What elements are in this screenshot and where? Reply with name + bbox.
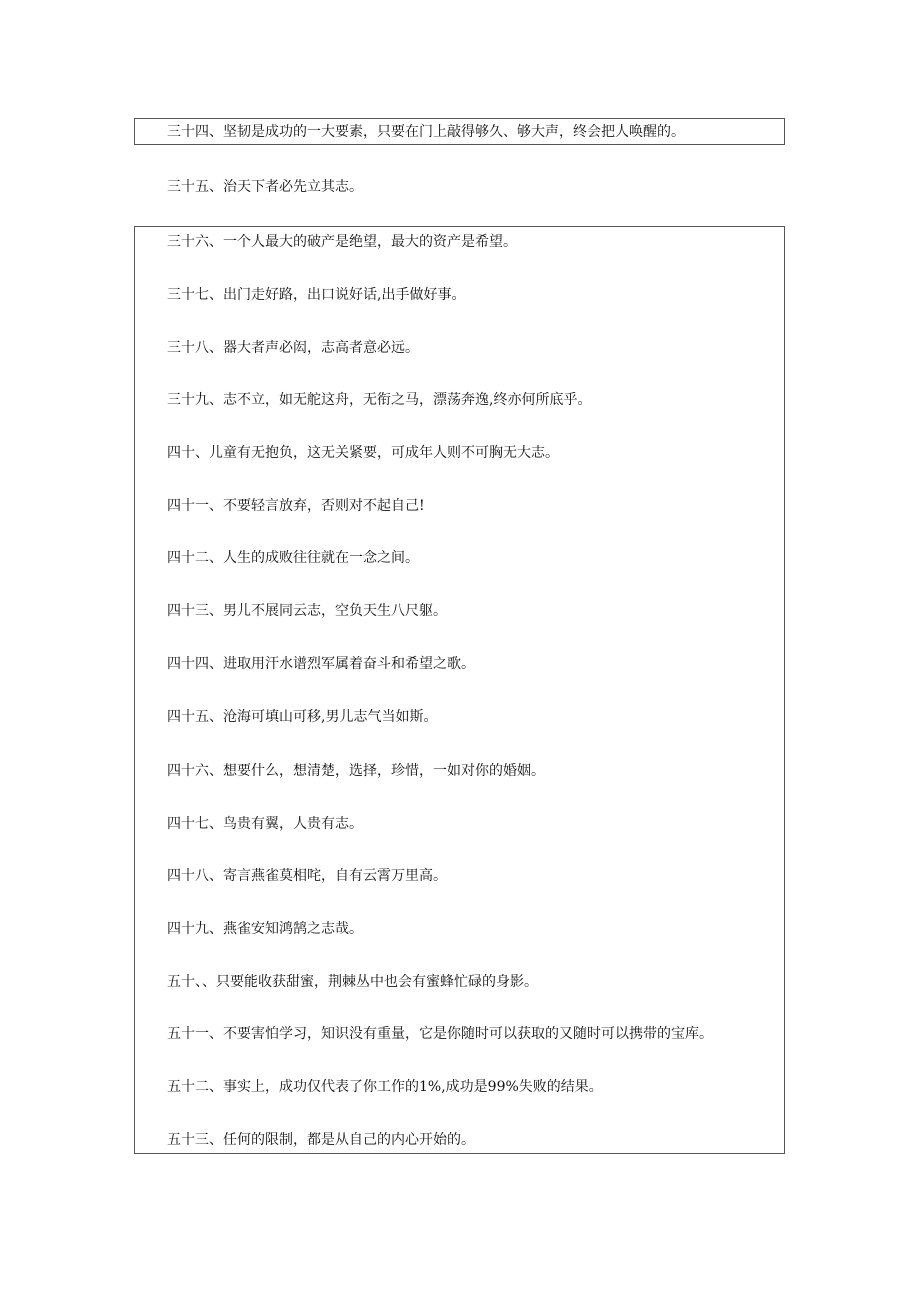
- quote-line: 四十四、进取用汗水谱烈军属着奋斗和希望之歌。: [167, 656, 475, 672]
- quote-line: 三十八、器大者声必闳，志高者意必远。: [167, 340, 419, 356]
- quote-line: 四十八、寄言燕雀莫相咤，自有云霄万里高。: [167, 868, 447, 884]
- quote-line: 三十四、坚韧是成功的一大要素，只要在门上敲得够久、够大声，终会把人唤醒的。: [167, 124, 685, 140]
- quote-line: 四十、儿童有无抱负，这无关紧要，可成年人则不可胸无大志。: [167, 445, 559, 461]
- quote-line: 五十二、事实上，成功仅代表了你工作的1%,成功是99%失败的结果。: [167, 1079, 603, 1095]
- quote-line: 五十三、任何的限制，都是从自己的内心开始的。: [167, 1132, 475, 1148]
- quote-line: 四十五、沧海可填山可移,男儿志气当如斯。: [167, 709, 438, 725]
- quote-line: 四十七、鸟贵有翼，人贵有志。: [167, 816, 363, 832]
- quote-line: 三十六、一个人最大的破产是绝望，最大的资产是希望。: [167, 234, 517, 250]
- quote-line: 四十一、不要轻言放弃，否则对不起自己!: [167, 498, 425, 514]
- quote-line: 五十一、不要害怕学习，知识没有重量，它是你随时可以获取的又随时可以携带的宝库。: [167, 1026, 713, 1042]
- quote-line: 三十九、志不立，如无舵这舟，无衔之马，漂荡奔逸,终亦何所底乎。: [167, 392, 592, 408]
- quote-line: 四十二、人生的成败往往就在一念之间。: [167, 550, 419, 566]
- quote-line: 三十五、治天下者必先立其志。: [167, 179, 363, 195]
- quote-line: 五十、、只要能收获甜蜜，荆棘丛中也会有蜜蜂忙碌的身影。: [167, 974, 538, 990]
- quote-line: 四十三、男儿不展同云志，空负天生八尺躯。: [167, 603, 447, 619]
- quote-line: 四十九、燕雀安知鸿鹄之志哉。: [167, 921, 363, 937]
- quote-line: 四十六、想要什么，想清楚，选择，珍惜，一如对你的婚姻。: [167, 763, 545, 779]
- quote-box-main: [134, 226, 785, 1154]
- quote-line: 三十七、出门走好路，出口说好话,出手做好事。: [167, 287, 466, 303]
